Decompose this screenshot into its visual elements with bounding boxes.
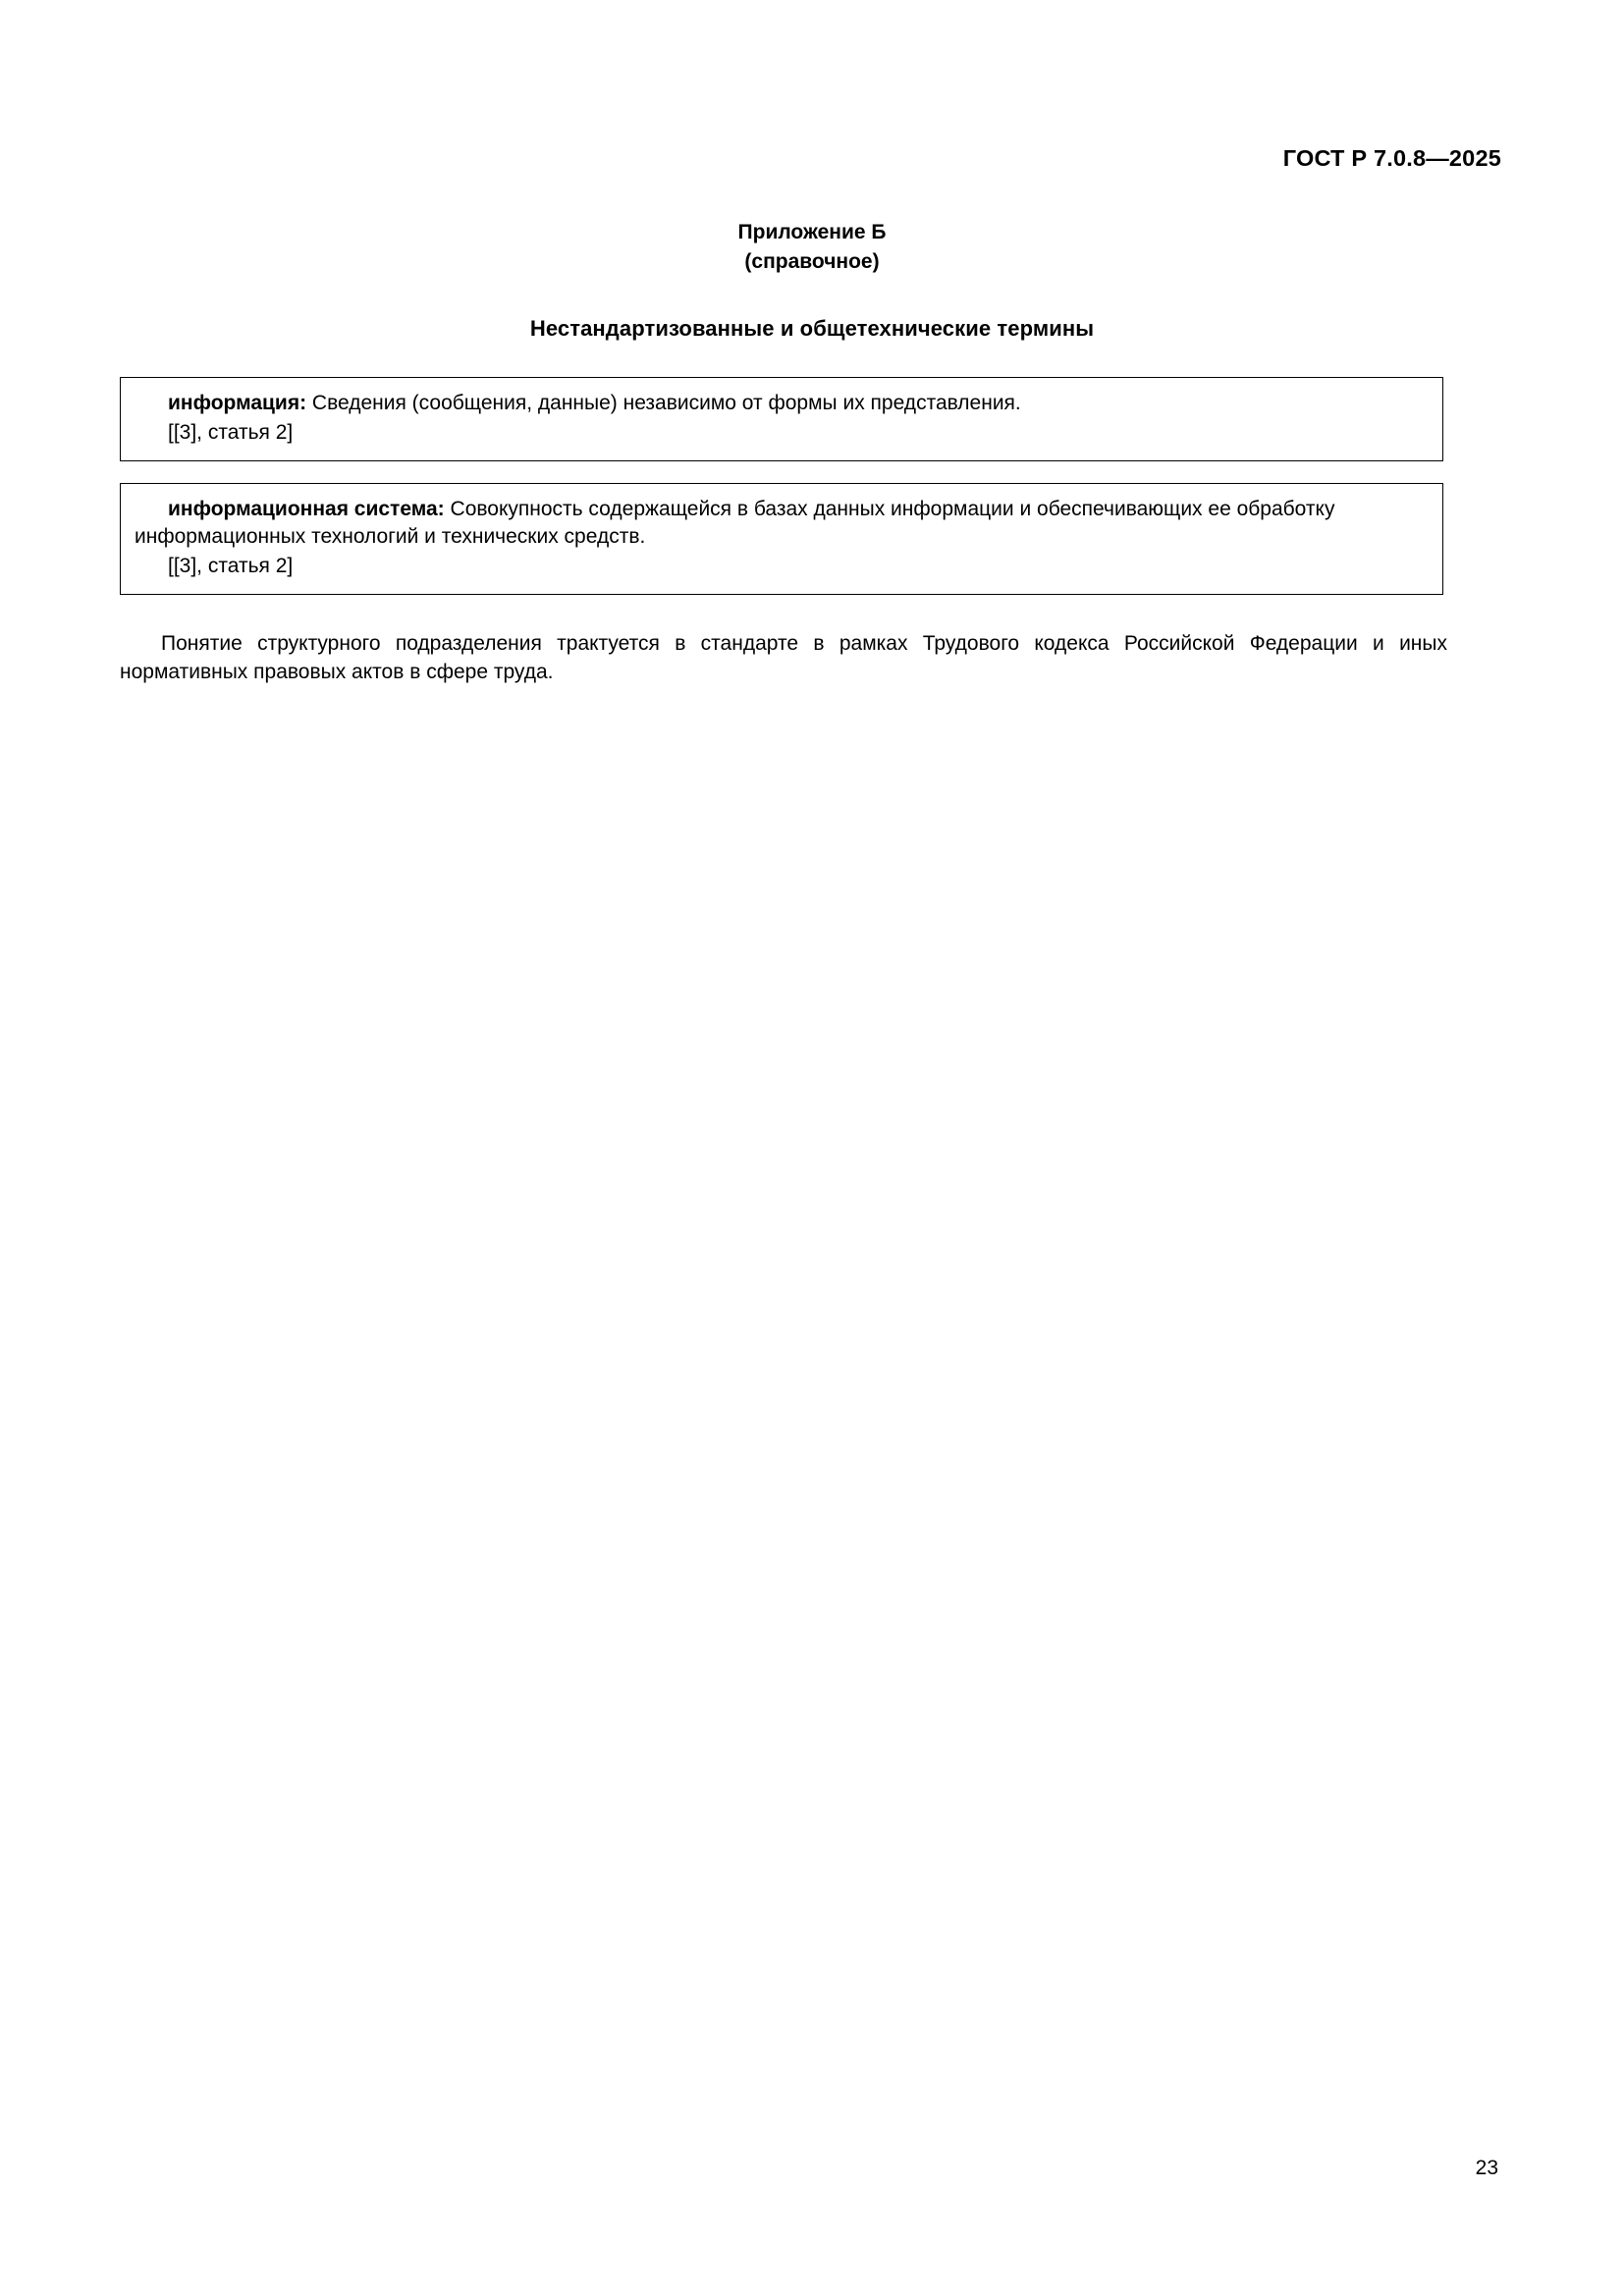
term-reference: [[3], статья 2] <box>168 554 294 577</box>
term-definition-text: Сведения (сообщения, данные) независимо от формы их представления. <box>306 392 1021 414</box>
term-definition-box <box>120 377 1443 461</box>
term-definition-text: Совокупность содержащейся в базах данных информации и обеспечивающих ее обработку информационных технологий и технических средств. <box>135 498 1335 548</box>
standard-designation-header: ГОСТ Р 7.0.8—2025 <box>1282 145 1501 171</box>
term-definition-line <box>135 496 1429 551</box>
body-paragraph: Понятие структурного подразделения трактуется в стандарте в рамках Трудового кодекса Российской Федерации и иных нормативных правовых актов в сфере труда. <box>120 632 1447 684</box>
term-definition-box <box>120 483 1443 595</box>
page-number: 23 <box>1475 2157 1498 2179</box>
term-definition-line <box>135 390 1429 417</box>
section-title: Нестандартизованные и общетехнические термины <box>529 316 1095 341</box>
appendix-subtitle: (справочное) <box>744 249 880 273</box>
appendix-title: Приложение Б <box>737 221 887 243</box>
term-reference: [[3], статья 2] <box>168 420 294 444</box>
term-name: информация: <box>168 392 307 414</box>
appendix-heading <box>0 218 1624 277</box>
term-name: информационная система: <box>168 498 445 520</box>
